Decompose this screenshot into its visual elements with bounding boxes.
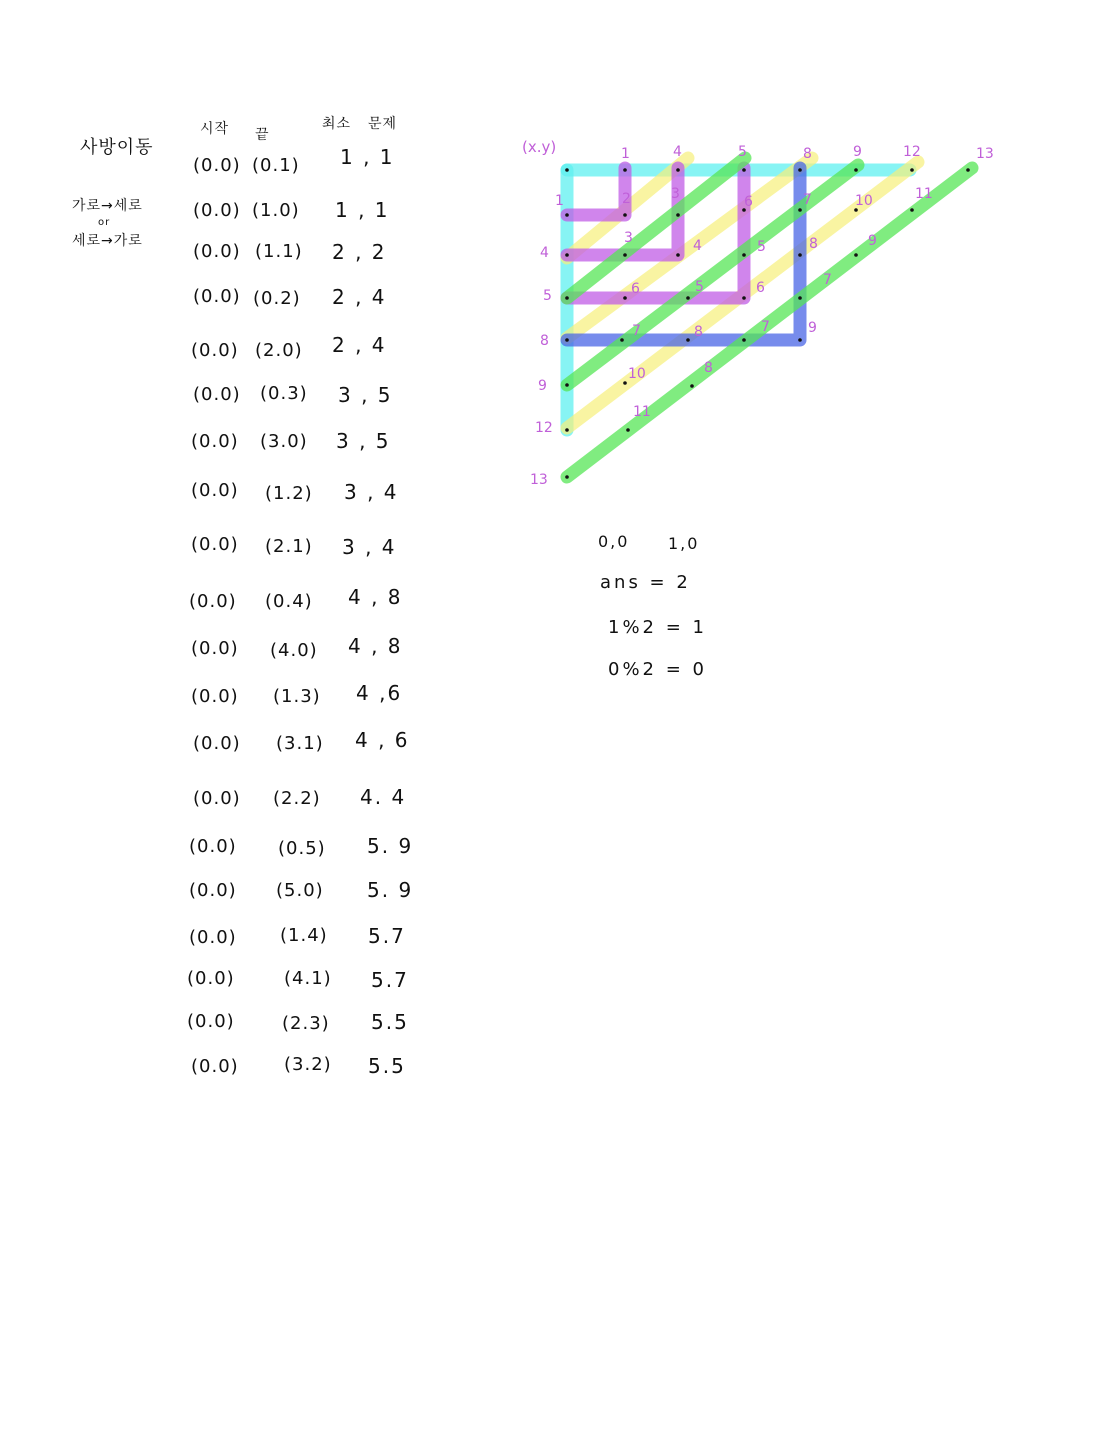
grid-dot — [565, 168, 569, 172]
row-end: (5.0) — [276, 880, 324, 901]
grid-label: 8 — [540, 333, 549, 349]
grid-label: 7 — [632, 323, 641, 339]
rule-vertical-to-horizontal: 세로→가로 — [72, 233, 143, 249]
grid-label: 5 — [738, 144, 747, 160]
row-start: (0.0) — [193, 155, 241, 176]
grid-label: 6 — [756, 280, 765, 296]
grid-path-diagram — [515, 135, 1005, 490]
grid-dot — [742, 296, 746, 300]
row-end: (2.3) — [282, 1013, 330, 1034]
row-start: (0.0) — [191, 340, 239, 361]
row-result: 1 , 1 — [340, 145, 395, 169]
grid-dot — [966, 168, 970, 172]
grid-label: 8 — [803, 146, 812, 162]
grid-dot — [676, 213, 680, 217]
row-start: (0.0) — [191, 431, 239, 452]
grid-label: 10 — [855, 193, 873, 209]
header-end: 끝 — [255, 127, 270, 143]
grid-label: 4 — [673, 144, 682, 160]
axis-label: (x.y) — [522, 138, 557, 156]
grid-dot — [854, 253, 858, 257]
grid-dot — [798, 208, 802, 212]
grid-dot — [565, 338, 569, 342]
grid-dot — [910, 208, 914, 212]
row-result: 4 , 8 — [348, 634, 403, 658]
header-problem: 문제 — [368, 116, 398, 132]
row-end: (0.3) — [260, 383, 308, 404]
grid-label: 4 — [693, 238, 702, 254]
row-result: 3 , 5 — [336, 429, 391, 453]
grid-dot — [798, 168, 802, 172]
row-start: (0.0) — [189, 836, 237, 857]
row-end: (1.3) — [273, 686, 321, 707]
grid-label: 6 — [631, 281, 640, 297]
note-modulo-one: 1%2 = 1 — [608, 617, 707, 638]
row-end: (4.1) — [284, 968, 332, 989]
row-result: 2 , 4 — [332, 333, 387, 357]
grid-dot — [742, 253, 746, 257]
grid-label: 8 — [809, 236, 818, 252]
row-end: (3.1) — [276, 733, 324, 754]
grid-label: 6 — [744, 194, 753, 210]
grid-dot — [626, 428, 630, 432]
grid-dot — [623, 213, 627, 217]
row-start: (0.0) — [189, 927, 237, 948]
grid-label: 10 — [628, 366, 646, 382]
grid-dot — [854, 168, 858, 172]
grid-dot — [623, 296, 627, 300]
title-four-way-move: 사방이동 — [80, 137, 154, 158]
row-end: (4.0) — [270, 640, 318, 661]
grid-label: 11 — [915, 186, 933, 202]
row-start: (0.0) — [193, 286, 241, 307]
grid-dot — [676, 253, 680, 257]
row-start: (0.0) — [193, 200, 241, 221]
row-result: 3 , 5 — [338, 383, 393, 407]
grid-dot — [686, 296, 690, 300]
row-end: (0.1) — [252, 155, 300, 176]
row-start: (0.0) — [191, 1056, 239, 1077]
row-end: (2.2) — [273, 788, 321, 809]
row-start: (0.0) — [189, 591, 237, 612]
row-result: 5.5 — [368, 1054, 406, 1078]
grid-dot — [742, 168, 746, 172]
row-end: (1.1) — [255, 241, 303, 262]
grid-label: 7 — [823, 272, 832, 288]
grid-dot — [742, 338, 746, 342]
row-start: (0.0) — [193, 241, 241, 262]
grid-dot — [910, 168, 914, 172]
grid-label: 8 — [704, 360, 713, 376]
grid-dot — [620, 338, 624, 342]
row-result: 5.5 — [371, 1010, 409, 1034]
grid-label: 1 — [555, 193, 564, 209]
grid-dot — [798, 253, 802, 257]
grid-label: 12 — [535, 420, 553, 436]
row-result: 4 , 6 — [355, 728, 410, 752]
grid-dot — [798, 338, 802, 342]
grid-dot — [565, 383, 569, 387]
row-result: 3 , 4 — [342, 535, 397, 559]
row-start: (0.0) — [193, 384, 241, 405]
row-result: 1 , 1 — [335, 198, 390, 222]
row-result: 4 ,6 — [356, 681, 403, 705]
grid-dot — [565, 428, 569, 432]
grid-dot — [686, 338, 690, 342]
grid-label: 12 — [903, 144, 921, 160]
row-result: 2 , 2 — [332, 240, 387, 264]
grid-dot — [565, 213, 569, 217]
row-start: (0.0) — [193, 788, 241, 809]
green-diagonal-2 — [567, 165, 858, 385]
grid-label: 9 — [538, 378, 547, 394]
row-end: (2.0) — [255, 340, 303, 361]
row-start: (0.0) — [187, 1011, 235, 1032]
header-min: 최소 — [322, 116, 352, 132]
grid-dot — [565, 296, 569, 300]
rule-horizontal-to-vertical: 가로→세로 — [72, 198, 143, 214]
grid-label: 7 — [803, 192, 812, 208]
grid-label: 11 — [633, 404, 651, 420]
row-end: (1.0) — [252, 200, 300, 221]
grid-label: 13 — [976, 146, 994, 162]
grid-dot — [623, 253, 627, 257]
grid-label: 13 — [530, 472, 548, 488]
grid-label: 5 — [543, 288, 552, 304]
row-end: (0.5) — [278, 838, 326, 859]
grid-dot — [623, 381, 627, 385]
grid-label: 9 — [868, 233, 877, 249]
grid-label: 3 — [624, 230, 633, 246]
header-start: 시작 — [200, 121, 230, 137]
row-end: (3.0) — [260, 431, 308, 452]
grid-dot — [798, 296, 802, 300]
row-end: (1.2) — [265, 483, 313, 504]
row-start: (0.0) — [191, 534, 239, 555]
row-result: 2 , 4 — [332, 285, 387, 309]
row-end: (1.4) — [280, 925, 328, 946]
row-result: 5. 9 — [367, 834, 414, 858]
row-start: (0.0) — [191, 480, 239, 501]
grid-label: 3 — [671, 186, 680, 202]
grid-label: 1 — [621, 146, 630, 162]
grid-label: 9 — [853, 144, 862, 160]
note-modulo-zero: 0%2 = 0 — [608, 659, 707, 680]
row-result: 3 , 4 — [344, 480, 399, 504]
grid-label: 8 — [694, 324, 703, 340]
row-result: 5.7 — [368, 924, 406, 948]
row-end: (0.4) — [265, 591, 313, 612]
grid-dot — [690, 384, 694, 388]
row-end: (2.1) — [265, 536, 313, 557]
grid-label: 9 — [808, 320, 817, 336]
grid-dot — [623, 168, 627, 172]
row-result: 5. 9 — [367, 878, 414, 902]
grid-label: 5 — [695, 279, 704, 295]
row-result: 4. 4 — [360, 785, 407, 809]
row-result: 4 , 8 — [348, 585, 403, 609]
row-start: (0.0) — [189, 880, 237, 901]
grid-dot — [676, 168, 680, 172]
grid-label: 2 — [622, 191, 631, 207]
row-start: (0.0) — [191, 686, 239, 707]
grid-label: 5 — [757, 239, 766, 255]
row-result: 5.7 — [371, 968, 409, 992]
note-answer: ans = 2 — [600, 572, 691, 593]
row-start: (0.0) — [191, 638, 239, 659]
row-end: (3.2) — [284, 1054, 332, 1075]
row-start: (0.0) — [193, 733, 241, 754]
row-start: (0.0) — [187, 968, 235, 989]
grid-label: 4 — [540, 245, 549, 261]
grid-label: 7 — [761, 319, 770, 335]
grid-dot — [565, 253, 569, 257]
rule-or: or — [98, 217, 111, 228]
grid-dot — [565, 475, 569, 479]
note-coord-b: 1,0 — [668, 534, 700, 553]
note-coord-a: 0,0 — [598, 532, 630, 551]
row-end: (0.2) — [253, 288, 301, 309]
